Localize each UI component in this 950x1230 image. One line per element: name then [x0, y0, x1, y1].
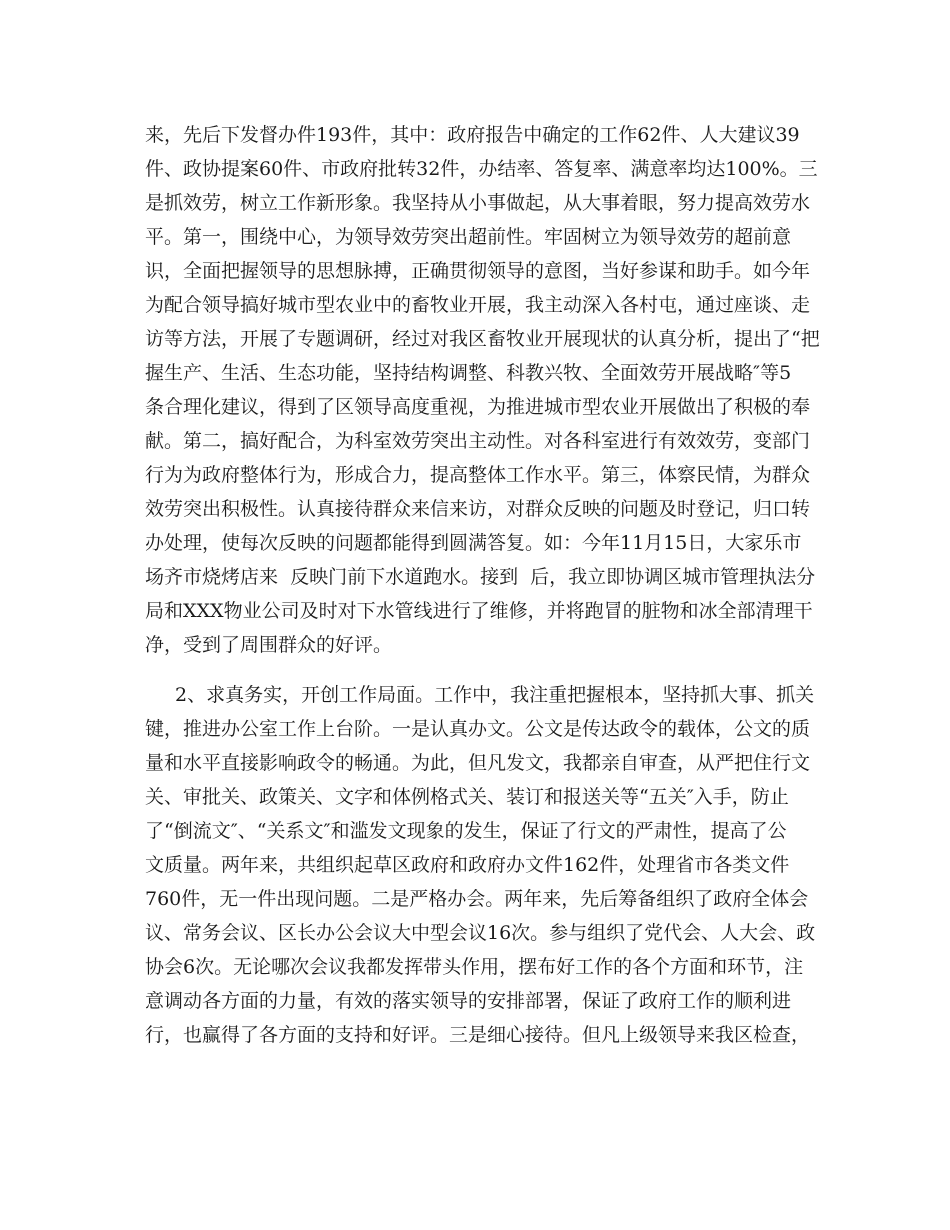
text-line: 量和水平直接影响政令的畅通。为此，但凡发文，我都亲自审查，从严把住行文 — [145, 752, 811, 774]
text-line: 文质量。两年来，共组织起草区政府和政府办文件162件，处理省市各类文件 — [145, 854, 790, 876]
text-line: 2、求真务实，开创工作局面。工作中，我注重把握根本，坚持抓大事、抓关 — [175, 684, 815, 706]
text-line: 献。第二，搞好配合，为科室效劳突出主动性。对各科室进行有效效劳，变部门 — [145, 430, 811, 452]
text-line: 场齐市烧烤店来 反映门前下水道跑水。接到 后，我立即协调区城市管理执法分 — [145, 566, 816, 588]
text-line: 为配合领导搞好城市型农业中的畜牧业开展，我主动深入各村屯，通过座谈、走 — [145, 294, 811, 316]
text-line: 键，推进办公室工作上台阶。一是认真办文。公文是传达政令的载体，公文的质 — [145, 718, 811, 740]
text-line: 识，全面把握领导的思想脉搏，正确贯彻领导的意图，当好参谋和助手。如今年 — [145, 260, 811, 282]
text-line: 行为为政府整体行为，形成合力，提高整体工作水平。第三，体察民情，为群众 — [145, 464, 811, 486]
text-line: 意调动各方面的力量，有效的落实领导的安排部署，保证了政府工作的顺利进 — [145, 990, 792, 1012]
text-line: 来，先后下发督办件193件，其中：政府报告中确定的工作62件、人大建议39 — [145, 124, 800, 146]
paragraph-gap — [145, 662, 805, 678]
paragraph-2 — [145, 678, 816, 1052]
text-line: 了“倒流文″、“关系文″和滥发文现象的发生，保证了行文的严肃性，提高了公 — [145, 820, 787, 842]
text-line: 办处理，使每次反映的问题都能得到圆满答复。如：今年11月15日，大家乐市 — [145, 532, 802, 554]
text-line: 是抓效劳，树立工作新形象。我坚持从小事做起，从大事着眼，努力提高效劳水 — [145, 192, 811, 214]
text-line: 协会6次。无论哪次会议我都发挥带头作用，摆布好工作的各个方面和环节，注 — [145, 956, 804, 978]
paragraph-1 — [145, 118, 820, 662]
text-line: 条合理化建议，得到了区领导高度重视，为推进城市型农业开展做出了积极的奉 — [145, 396, 811, 418]
text-line: 件、政协提案60件、市政府批转32件，办结率、答复率、满意率均达100%。三 — [145, 158, 818, 180]
text-line: 净，受到了周围群众的好评。 — [145, 634, 393, 656]
text-line: 局和XXX物业公司及时对下水管线进行了维修，并将跑冒的脏物和冰全部清理干 — [145, 600, 813, 622]
text-line: 关、审批关、政策关、文字和体例格式关、装订和报送关等“五关″入手，防止 — [145, 786, 789, 808]
text-line: 760件，无一件出现问题。二是严格办会。两年来，先后筹备组织了政府全体会 — [145, 888, 809, 910]
text-line: 访等方法，开展了专题调研，经过对我区畜牧业开展现状的认真分析，提出了“把 — [145, 328, 820, 350]
text-line: 效劳突出积极性。认真接待群众来信来访，对群众反映的问题及时登记，归口转 — [145, 498, 811, 520]
text-line: 平。第一，围绕中心，为领导效劳突出超前性。牢固树立为领导效劳的超前意 — [145, 226, 792, 248]
text-line: 握生产、生活、生态功能，坚持结构调整、科教兴牧、全面效劳开展战略″等5 — [145, 362, 792, 384]
text-line: 议、常务会议、区长办公会议大中型会议16次。参与组织了党代会、人大会、政 — [145, 922, 816, 944]
text-line: 行，也赢得了各方面的支持和好评。三是细心接待。但凡上级领导来我区检查， — [145, 1024, 811, 1046]
document-body — [145, 118, 820, 1052]
